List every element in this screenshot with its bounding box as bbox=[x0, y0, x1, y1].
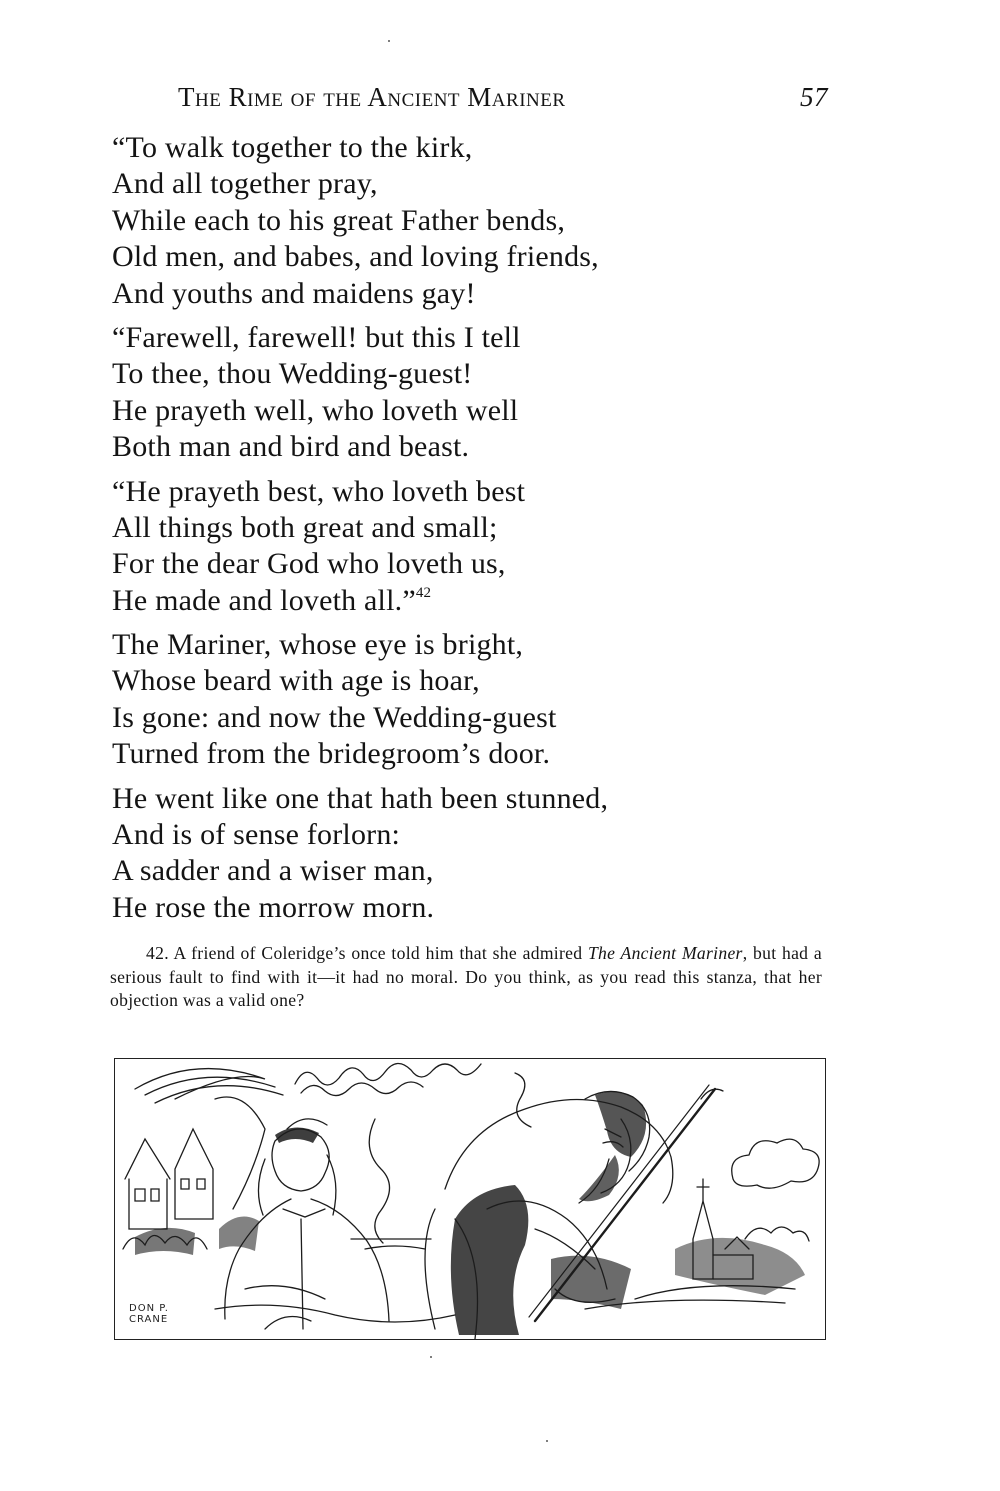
footnote-part: 42. A friend of Coleridge’s once told him that she admired bbox=[146, 943, 588, 963]
poem-line: For the dear God who loveth us, bbox=[112, 547, 506, 581]
stanza bbox=[112, 627, 732, 773]
poem-line: While each to his great Father bends, bbox=[112, 203, 566, 237]
footnote-reference[interactable]: 42 bbox=[415, 584, 432, 601]
stanza bbox=[112, 474, 732, 620]
poem-line: “To walk together to the kirk, bbox=[112, 131, 473, 164]
poem-line: All things both great and small; bbox=[112, 510, 498, 544]
scan-speck bbox=[388, 40, 390, 42]
poem-line: To thee, thou Wedding-guest! bbox=[112, 357, 473, 391]
illustration bbox=[114, 1058, 826, 1340]
footnote-part: , but had a serious fault to find with it—it had no moral. Do you think, as you read this stanza, that her objection was a valid one? bbox=[110, 943, 822, 1011]
signature-line: DON P. bbox=[129, 1303, 169, 1314]
footnote-italic-title: The Ancient Mariner bbox=[587, 943, 743, 963]
signature-line: CRANE bbox=[129, 1314, 169, 1325]
pen-drawing bbox=[115, 1059, 826, 1340]
stanza bbox=[112, 130, 732, 312]
poem-line: And all together pray, bbox=[112, 167, 378, 201]
scan-speck bbox=[546, 1440, 548, 1442]
footnote-text bbox=[110, 942, 822, 1013]
poem-line: Both man and bird and beast. bbox=[112, 430, 470, 464]
poem-line: “Farewell, farewell! but this I tell bbox=[112, 320, 521, 354]
running-header bbox=[178, 82, 828, 118]
poem-line: Old men, and babes, and loving friends, bbox=[112, 240, 599, 274]
poem-line: “He prayeth best, who loveth best bbox=[112, 474, 526, 508]
poem-line: He rose the morrow morn. bbox=[112, 890, 435, 924]
poem-line-text: He made and loveth all.” bbox=[112, 583, 416, 617]
poem-line: Turned from the bridegroom’s door. bbox=[112, 737, 551, 771]
running-title: The Rime of the Ancient Mariner bbox=[178, 82, 566, 112]
poem-line: He prayeth well, who loveth well bbox=[112, 393, 519, 427]
scan-speck bbox=[430, 1356, 432, 1358]
poem-line: The Mariner, whose eye is bright, bbox=[112, 628, 524, 662]
stanza bbox=[112, 781, 732, 927]
footnote bbox=[110, 942, 822, 1013]
poem-line: Is gone: and now the Wedding-guest bbox=[112, 700, 557, 734]
poem-line: And youths and maidens gay! bbox=[112, 276, 476, 310]
stanza bbox=[112, 320, 732, 466]
poem-line: Whose beard with age is hoar, bbox=[112, 664, 480, 698]
poem-line: He went like one that hath been stunned, bbox=[112, 781, 609, 815]
artist-signature bbox=[129, 1303, 169, 1325]
page-number: 57 bbox=[800, 82, 828, 112]
poem bbox=[112, 130, 732, 934]
poem-line: A sadder and a wiser man, bbox=[112, 854, 434, 888]
poem-line bbox=[112, 583, 732, 619]
poem-line: And is of sense forlorn: bbox=[112, 818, 401, 852]
